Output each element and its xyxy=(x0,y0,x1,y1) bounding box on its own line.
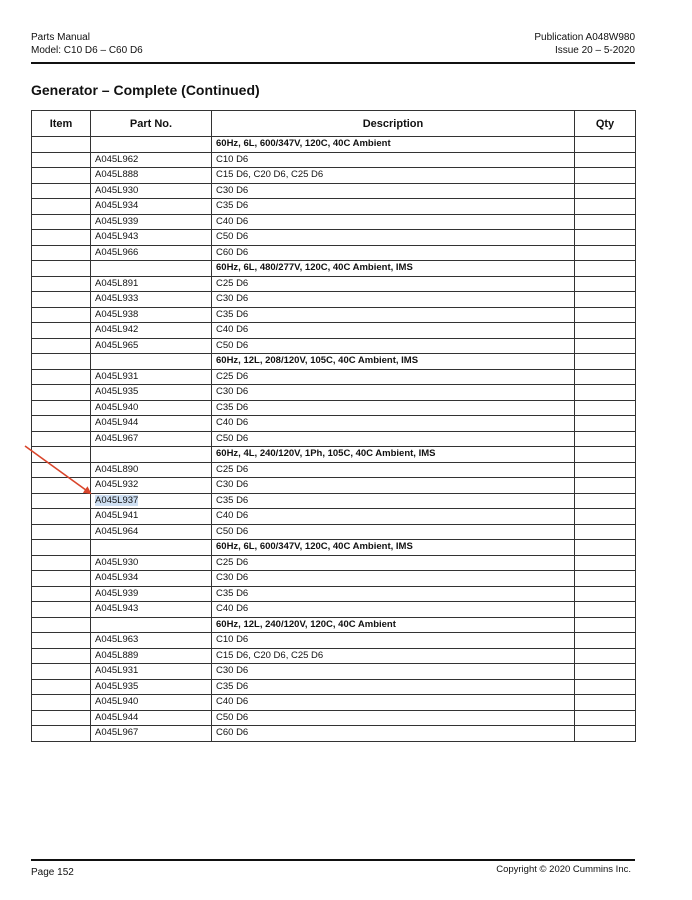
table-row xyxy=(32,183,636,199)
part-number-cell: A045L889 xyxy=(91,648,212,664)
description-cell: C30 D6 xyxy=(212,478,575,494)
part-number-cell xyxy=(91,447,212,463)
qty-cell xyxy=(575,168,636,184)
item-cell xyxy=(32,540,91,556)
part-number-cell: A045L939 xyxy=(91,586,212,602)
description-cell: C15 D6, C20 D6, C25 D6 xyxy=(212,168,575,184)
part-number-cell: A045L963 xyxy=(91,633,212,649)
table-row xyxy=(32,385,636,401)
part-number-cell: A045L943 xyxy=(91,602,212,618)
part-number-cell: A045L944 xyxy=(91,416,212,432)
description-cell: C30 D6 xyxy=(212,664,575,680)
description-cell: C40 D6 xyxy=(212,602,575,618)
description-cell: C50 D6 xyxy=(212,431,575,447)
table-row xyxy=(32,478,636,494)
header-divider xyxy=(31,62,635,64)
table-row xyxy=(32,695,636,711)
item-cell xyxy=(32,199,91,215)
part-number-cell xyxy=(91,137,212,153)
item-cell xyxy=(32,168,91,184)
qty-cell xyxy=(575,540,636,556)
table-row xyxy=(32,679,636,695)
qty-cell xyxy=(575,431,636,447)
table-row xyxy=(32,431,636,447)
part-number-cell xyxy=(91,261,212,277)
highlighted-part-number: A045L937 xyxy=(95,494,139,506)
table-row xyxy=(32,152,636,168)
qty-cell xyxy=(575,385,636,401)
part-number-cell: A045L941 xyxy=(91,509,212,525)
description-cell: C40 D6 xyxy=(212,323,575,339)
description-cell: C30 D6 xyxy=(212,385,575,401)
description-cell: C25 D6 xyxy=(212,462,575,478)
description-cell: C35 D6 xyxy=(212,586,575,602)
item-cell xyxy=(32,664,91,680)
part-number-cell: A045L930 xyxy=(91,183,212,199)
table-row xyxy=(32,168,636,184)
table-group-row xyxy=(32,137,636,153)
item-cell xyxy=(32,385,91,401)
description-cell: C30 D6 xyxy=(212,571,575,587)
part-number-cell: A045L939 xyxy=(91,214,212,230)
table-row xyxy=(32,416,636,432)
qty-cell xyxy=(575,664,636,680)
description-cell: C60 D6 xyxy=(212,245,575,261)
item-cell xyxy=(32,152,91,168)
description-cell: C35 D6 xyxy=(212,199,575,215)
part-number-cell: A045L940 xyxy=(91,695,212,711)
part-number-cell: A045L891 xyxy=(91,276,212,292)
description-cell: C25 D6 xyxy=(212,276,575,292)
manual-title: Parts Manual xyxy=(31,32,90,43)
table-row xyxy=(32,726,636,742)
table-row xyxy=(32,571,636,587)
table-row xyxy=(32,369,636,385)
part-number-cell: A045L938 xyxy=(91,307,212,323)
item-cell xyxy=(32,323,91,339)
part-number-cell: A045L966 xyxy=(91,245,212,261)
part-number-cell: A045L944 xyxy=(91,710,212,726)
qty-cell xyxy=(575,726,636,742)
description-cell: C50 D6 xyxy=(212,230,575,246)
part-number-cell: A045L931 xyxy=(91,369,212,385)
table-row xyxy=(32,555,636,571)
item-cell xyxy=(32,710,91,726)
description-cell: C25 D6 xyxy=(212,369,575,385)
description-cell: C10 D6 xyxy=(212,633,575,649)
description-cell: C25 D6 xyxy=(212,555,575,571)
description-cell: C60 D6 xyxy=(212,726,575,742)
part-number-cell xyxy=(91,493,212,509)
table-body xyxy=(32,137,636,742)
part-number-cell: A045L943 xyxy=(91,230,212,246)
item-cell xyxy=(32,137,91,153)
item-cell xyxy=(32,183,91,199)
description-cell: 60Hz, 6L, 480/277V, 120C, 40C Ambient, IMS xyxy=(212,261,575,277)
item-cell xyxy=(32,369,91,385)
qty-cell xyxy=(575,338,636,354)
table-row xyxy=(32,602,636,618)
part-number-cell: A045L967 xyxy=(91,726,212,742)
part-number-cell: A045L932 xyxy=(91,478,212,494)
part-number-cell xyxy=(91,354,212,370)
item-cell xyxy=(32,307,91,323)
qty-cell xyxy=(575,137,636,153)
description-cell: 60Hz, 6L, 600/347V, 120C, 40C Ambient, IMS xyxy=(212,540,575,556)
qty-cell xyxy=(575,323,636,339)
table-row xyxy=(32,338,636,354)
part-number-cell: A045L942 xyxy=(91,323,212,339)
item-cell xyxy=(32,276,91,292)
qty-cell xyxy=(575,633,636,649)
header-left xyxy=(31,31,143,57)
part-number-cell: A045L965 xyxy=(91,338,212,354)
part-number-cell: A045L890 xyxy=(91,462,212,478)
description-cell: C40 D6 xyxy=(212,695,575,711)
qty-cell xyxy=(575,648,636,664)
qty-cell xyxy=(575,586,636,602)
table-group-row xyxy=(32,447,636,463)
qty-cell xyxy=(575,571,636,587)
item-cell xyxy=(32,462,91,478)
qty-cell xyxy=(575,276,636,292)
part-number-cell: A045L934 xyxy=(91,571,212,587)
column-header-item: Item xyxy=(32,111,91,137)
description-cell: C10 D6 xyxy=(212,152,575,168)
table-row xyxy=(32,664,636,680)
qty-cell xyxy=(575,152,636,168)
qty-cell xyxy=(575,416,636,432)
item-cell xyxy=(32,214,91,230)
part-number-cell: A045L935 xyxy=(91,679,212,695)
description-cell: 60Hz, 4L, 240/120V, 1Ph, 105C, 40C Ambient, IMS xyxy=(212,447,575,463)
description-cell: C30 D6 xyxy=(212,183,575,199)
qty-cell xyxy=(575,183,636,199)
description-cell: C40 D6 xyxy=(212,214,575,230)
item-cell xyxy=(32,354,91,370)
model-range: Model: C10 D6 – C60 D6 xyxy=(31,45,143,56)
item-cell xyxy=(32,679,91,695)
qty-cell xyxy=(575,307,636,323)
description-cell: C35 D6 xyxy=(212,493,575,509)
item-cell xyxy=(32,245,91,261)
table-group-row xyxy=(32,354,636,370)
description-cell: C50 D6 xyxy=(212,524,575,540)
table-row xyxy=(32,524,636,540)
table-row xyxy=(32,214,636,230)
item-cell xyxy=(32,400,91,416)
column-header-qty: Qty xyxy=(575,111,636,137)
qty-cell xyxy=(575,214,636,230)
part-number-cell: A045L934 xyxy=(91,199,212,215)
table-row xyxy=(32,493,636,509)
description-cell: C40 D6 xyxy=(212,416,575,432)
description-cell: C35 D6 xyxy=(212,307,575,323)
item-cell xyxy=(32,633,91,649)
part-number-cell xyxy=(91,540,212,556)
qty-cell xyxy=(575,400,636,416)
qty-cell xyxy=(575,478,636,494)
page-number: Page 152 xyxy=(31,867,74,878)
header-right xyxy=(534,31,635,57)
item-cell xyxy=(32,524,91,540)
item-cell xyxy=(32,447,91,463)
item-cell xyxy=(32,726,91,742)
item-cell xyxy=(32,555,91,571)
item-cell xyxy=(32,338,91,354)
item-cell xyxy=(32,493,91,509)
part-number-cell: A045L967 xyxy=(91,431,212,447)
table-group-row xyxy=(32,540,636,556)
table-row xyxy=(32,230,636,246)
part-number-cell: A045L940 xyxy=(91,400,212,416)
item-cell xyxy=(32,416,91,432)
table-row xyxy=(32,400,636,416)
description-cell: C35 D6 xyxy=(212,400,575,416)
description-cell: C30 D6 xyxy=(212,292,575,308)
part-number-cell: A045L964 xyxy=(91,524,212,540)
item-cell xyxy=(32,431,91,447)
table-header-row xyxy=(32,111,636,137)
table-row xyxy=(32,323,636,339)
part-number-cell: A045L930 xyxy=(91,555,212,571)
part-number-cell: A045L935 xyxy=(91,385,212,401)
qty-cell xyxy=(575,261,636,277)
table-row xyxy=(32,307,636,323)
column-header-part-no: Part No. xyxy=(91,111,212,137)
item-cell xyxy=(32,230,91,246)
item-cell xyxy=(32,571,91,587)
qty-cell xyxy=(575,369,636,385)
publication-number: Publication A048W980 xyxy=(534,32,635,43)
description-cell: C35 D6 xyxy=(212,679,575,695)
part-number-cell: A045L933 xyxy=(91,292,212,308)
description-cell: 60Hz, 12L, 240/120V, 120C, 40C Ambient xyxy=(212,617,575,633)
table-row xyxy=(32,462,636,478)
page-title: Generator – Complete (Continued) xyxy=(31,82,260,98)
copyright-notice: Copyright © 2020 Cummins Inc. xyxy=(496,864,631,875)
item-cell xyxy=(32,261,91,277)
description-cell: C40 D6 xyxy=(212,509,575,525)
table-row xyxy=(32,648,636,664)
qty-cell xyxy=(575,679,636,695)
description-cell: C50 D6 xyxy=(212,710,575,726)
column-header-description: Description xyxy=(212,111,575,137)
table-row xyxy=(32,509,636,525)
qty-cell xyxy=(575,292,636,308)
qty-cell xyxy=(575,710,636,726)
table-row xyxy=(32,633,636,649)
parts-table xyxy=(31,110,636,742)
item-cell xyxy=(32,695,91,711)
qty-cell xyxy=(575,555,636,571)
qty-cell xyxy=(575,524,636,540)
footer-divider xyxy=(31,859,635,861)
table-group-row xyxy=(32,617,636,633)
table-row xyxy=(32,586,636,602)
part-number-cell: A045L888 xyxy=(91,168,212,184)
item-cell xyxy=(32,292,91,308)
qty-cell xyxy=(575,245,636,261)
item-cell xyxy=(32,602,91,618)
table-row xyxy=(32,276,636,292)
description-cell: C15 D6, C20 D6, C25 D6 xyxy=(212,648,575,664)
description-cell: 60Hz, 12L, 208/120V, 105C, 40C Ambient, IMS xyxy=(212,354,575,370)
qty-cell xyxy=(575,509,636,525)
table-row xyxy=(32,710,636,726)
table-row xyxy=(32,245,636,261)
qty-cell xyxy=(575,462,636,478)
qty-cell xyxy=(575,695,636,711)
item-cell xyxy=(32,648,91,664)
part-number-cell: A045L962 xyxy=(91,152,212,168)
description-cell: 60Hz, 6L, 600/347V, 120C, 40C Ambient xyxy=(212,137,575,153)
qty-cell xyxy=(575,447,636,463)
qty-cell xyxy=(575,199,636,215)
item-cell xyxy=(32,617,91,633)
table-row xyxy=(32,292,636,308)
table-group-row xyxy=(32,261,636,277)
description-cell: C50 D6 xyxy=(212,338,575,354)
qty-cell xyxy=(575,617,636,633)
qty-cell xyxy=(575,602,636,618)
qty-cell xyxy=(575,354,636,370)
qty-cell xyxy=(575,493,636,509)
table-row xyxy=(32,199,636,215)
item-cell xyxy=(32,586,91,602)
part-number-cell xyxy=(91,617,212,633)
item-cell xyxy=(32,509,91,525)
issue-date: Issue 20 – 5-2020 xyxy=(554,45,635,56)
qty-cell xyxy=(575,230,636,246)
part-number-cell: A045L931 xyxy=(91,664,212,680)
item-cell xyxy=(32,478,91,494)
